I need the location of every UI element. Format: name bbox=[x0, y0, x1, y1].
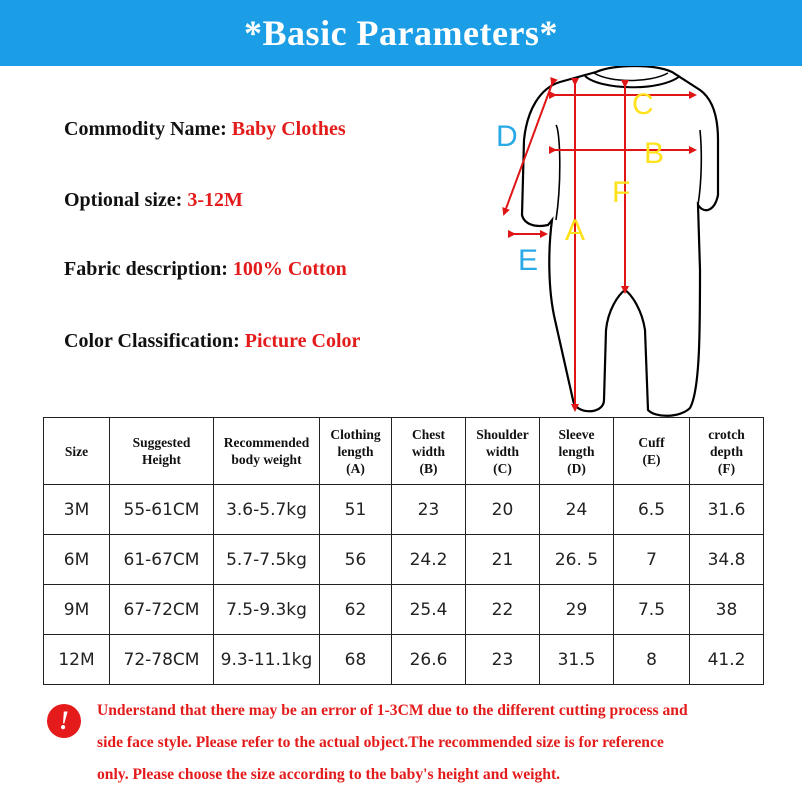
label-d: D bbox=[496, 120, 518, 153]
cell-weight: 3.6-5.7kg bbox=[214, 485, 320, 535]
cell-clothing-length: 68 bbox=[320, 635, 392, 685]
cell-crotch-depth: 31.6 bbox=[690, 485, 764, 535]
cell-crotch-depth: 38 bbox=[690, 585, 764, 635]
size-table bbox=[43, 417, 764, 685]
cell-chest-width: 23 bbox=[392, 485, 466, 535]
table-row bbox=[44, 585, 764, 635]
cell-clothing-length: 51 bbox=[320, 485, 392, 535]
table-row bbox=[44, 535, 764, 585]
header-weight: Recommended body weight bbox=[214, 418, 320, 485]
page-title: *Basic Parameters* bbox=[244, 13, 558, 53]
table-row bbox=[44, 635, 764, 685]
cell-size: 6M bbox=[44, 535, 110, 585]
header-size: Size bbox=[44, 418, 110, 485]
cell-weight: 9.3-11.1kg bbox=[214, 635, 320, 685]
label-e: E bbox=[518, 244, 539, 277]
cell-sleeve-length: 24 bbox=[540, 485, 614, 535]
cell-chest-width: 25.4 bbox=[392, 585, 466, 635]
onesie-outline bbox=[522, 66, 718, 416]
cell-shoulder-width: 20 bbox=[466, 485, 540, 535]
cell-chest-width: 26.6 bbox=[392, 635, 466, 685]
param-value: Baby Clothes bbox=[231, 118, 346, 140]
cell-height: 61-67CM bbox=[110, 535, 214, 585]
param-optional-size bbox=[64, 189, 243, 212]
cell-height: 67-72CM bbox=[110, 585, 214, 635]
cell-shoulder-width: 21 bbox=[466, 535, 540, 585]
cell-shoulder-width: 22 bbox=[466, 585, 540, 635]
param-color bbox=[64, 330, 360, 353]
label-a: A bbox=[565, 214, 586, 247]
cell-height: 55-61CM bbox=[110, 485, 214, 535]
sleeve-seam-right bbox=[698, 130, 701, 205]
cell-shoulder-width: 23 bbox=[466, 635, 540, 685]
header-height: Suggested Height bbox=[110, 418, 214, 485]
param-fabric bbox=[64, 258, 347, 281]
sleeve-seam-left bbox=[556, 125, 560, 220]
header-sleeve-length: Sleeve length (D) bbox=[540, 418, 614, 485]
table-row bbox=[44, 485, 764, 535]
label-b: B bbox=[644, 137, 665, 170]
cell-crotch-depth: 34.8 bbox=[690, 535, 764, 585]
header-shoulder-width: Shoulder width (C) bbox=[466, 418, 540, 485]
note-line: only. Please choose the size according to the baby's height and weight. bbox=[97, 766, 561, 783]
header-crotch-depth: crotch depth (F) bbox=[690, 418, 764, 485]
cell-cuff: 6.5 bbox=[614, 485, 690, 535]
param-label: Color Classification: bbox=[64, 330, 240, 352]
cell-height: 72-78CM bbox=[110, 635, 214, 685]
note-line: side face style. Please refer to the actual object.The recommended size is for reference bbox=[97, 734, 664, 751]
cell-weight: 5.7-7.5kg bbox=[214, 535, 320, 585]
cell-size: 3M bbox=[44, 485, 110, 535]
cell-cuff: 8 bbox=[614, 635, 690, 685]
param-label: Optional size: bbox=[64, 189, 183, 211]
header-chest-width: Chest width (B) bbox=[392, 418, 466, 485]
label-c: C bbox=[632, 88, 654, 121]
cell-cuff: 7 bbox=[614, 535, 690, 585]
cell-size: 12M bbox=[44, 635, 110, 685]
header-cuff: Cuff (E) bbox=[614, 418, 690, 485]
cell-cuff: 7.5 bbox=[614, 585, 690, 635]
cell-size: 9M bbox=[44, 585, 110, 635]
cell-weight: 7.5-9.3kg bbox=[214, 585, 320, 635]
cell-sleeve-length: 31.5 bbox=[540, 635, 614, 685]
onesie-diagram bbox=[490, 66, 730, 418]
cell-sleeve-length: 26. 5 bbox=[540, 535, 614, 585]
cell-clothing-length: 56 bbox=[320, 535, 392, 585]
collar-inner bbox=[594, 73, 668, 81]
param-label: Commodity Name: bbox=[64, 118, 227, 140]
collar bbox=[585, 76, 680, 87]
header-clothing-length: Clothing length (A) bbox=[320, 418, 392, 485]
cell-crotch-depth: 41.2 bbox=[690, 635, 764, 685]
cell-chest-width: 24.2 bbox=[392, 535, 466, 585]
param-label: Fabric description: bbox=[64, 258, 228, 280]
param-value: Picture Color bbox=[244, 330, 361, 352]
table-header-row bbox=[44, 418, 764, 485]
cell-sleeve-length: 29 bbox=[540, 585, 614, 635]
param-value: 100% Cotton bbox=[232, 258, 347, 280]
title-banner bbox=[0, 0, 802, 66]
param-value: 3-12M bbox=[187, 189, 243, 211]
warning-icon: ! bbox=[47, 704, 81, 738]
cell-clothing-length: 62 bbox=[320, 585, 392, 635]
note-line: Understand that there may be an error of 1-3CM due to the different cutting process and bbox=[97, 702, 688, 719]
label-f: F bbox=[612, 176, 631, 209]
param-commodity-name bbox=[64, 118, 346, 141]
